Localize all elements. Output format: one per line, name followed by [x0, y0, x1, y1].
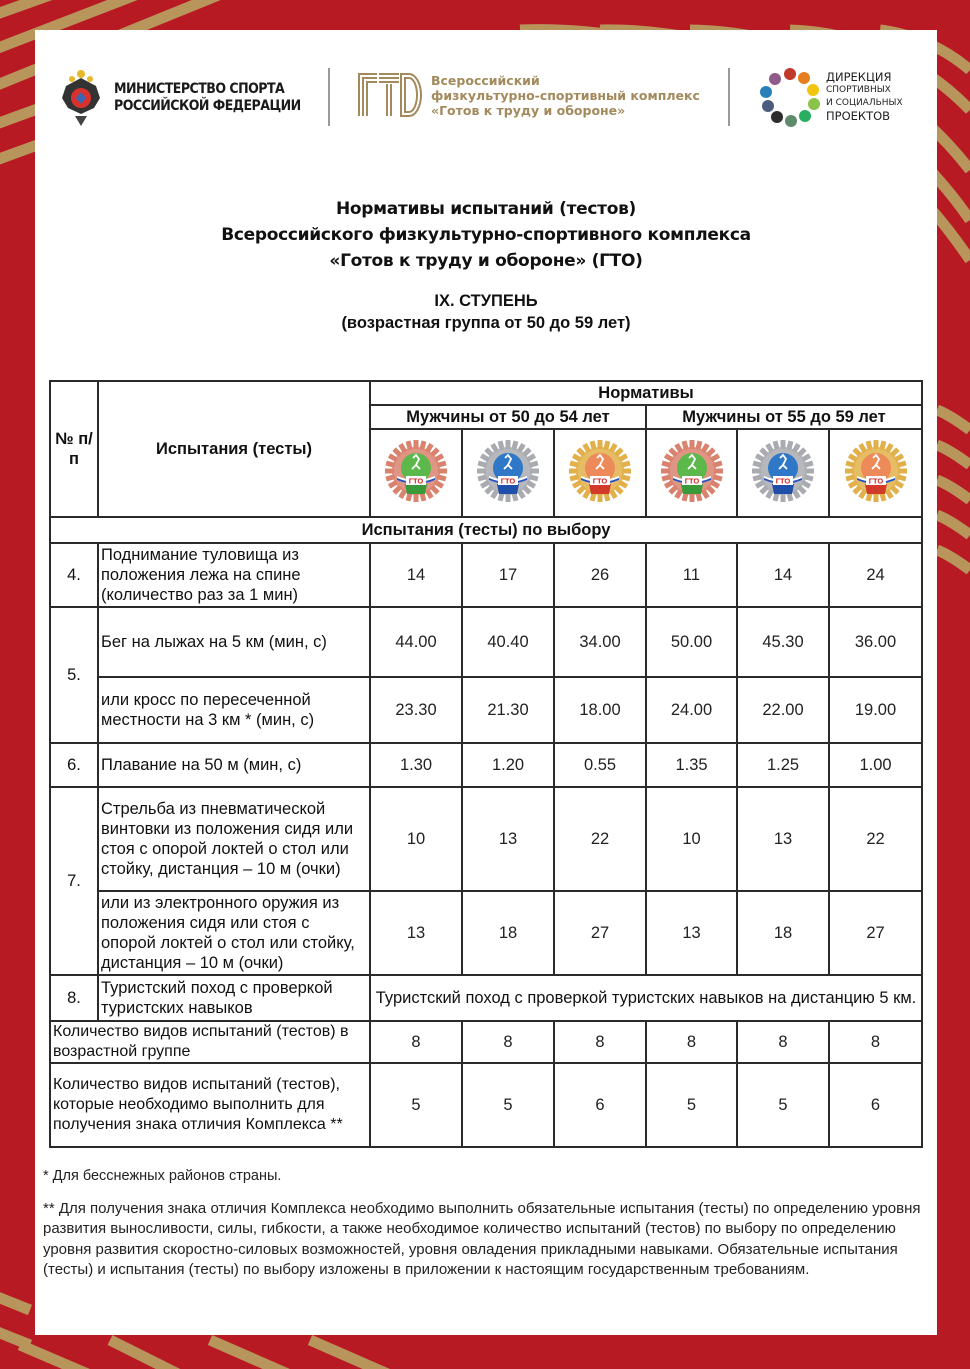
- norm-value: 11: [646, 543, 737, 607]
- norm-value: 22: [829, 787, 922, 891]
- row-number: 6.: [50, 743, 98, 787]
- stage-heading: [35, 290, 937, 334]
- norm-value: 22.00: [737, 677, 829, 743]
- test-name: или кросс по пересеченной местности на 3 км * (мин, с): [98, 677, 370, 743]
- norm-value: 50.00: [646, 607, 737, 677]
- badge-cell-silver: [737, 429, 829, 517]
- norm-value: 1.35: [646, 743, 737, 787]
- col-header-norms: Нормативы: [370, 381, 922, 405]
- norm-value: 17: [462, 543, 554, 607]
- gto-badge-silver-icon: [475, 438, 541, 504]
- svg-text:ГТО: ГТО: [500, 476, 516, 485]
- svg-text:ГТО: ГТО: [408, 476, 424, 485]
- summary-label: Количество видов испытаний (тестов) в возрастной группе: [50, 1021, 370, 1063]
- test-name: Поднимание туловища из положения лежа на спине (количество раз за 1 мин): [98, 543, 370, 607]
- divider: [328, 68, 330, 126]
- norm-value: 23.30: [370, 677, 462, 743]
- document-title: [35, 196, 937, 274]
- gto-badge-bronze-icon: [659, 438, 725, 504]
- norm-value: 19.00: [829, 677, 922, 743]
- row-number: 5.: [50, 607, 98, 743]
- norm-value: 13: [646, 891, 737, 975]
- norm-value: 24: [829, 543, 922, 607]
- badge-cell-bronze: [370, 429, 462, 517]
- gto-logo: [357, 72, 700, 118]
- summary-value: 8: [462, 1021, 554, 1063]
- norm-value: 34.00: [554, 607, 646, 677]
- test-name: Туристский поход с проверкой туристских навыков: [98, 975, 370, 1021]
- ministry-logo: [60, 68, 321, 128]
- norm-value: 24.00: [646, 677, 737, 743]
- stars-wreath-icon: [760, 66, 820, 128]
- norm-value: 27: [554, 891, 646, 975]
- title-line3: «Готов к труду и обороне» (ГТО): [329, 251, 643, 271]
- summary-label: Количество видов испытаний (тестов), которые необходимо выполнить для получения знака отличия Комплекса **: [50, 1063, 370, 1147]
- gto-badge-gold-icon: [843, 438, 909, 504]
- norm-value: 1.20: [462, 743, 554, 787]
- footnote-1: * Для бесснежных районов страны.: [43, 1168, 282, 1184]
- table-row: [50, 607, 922, 677]
- norm-value: 14: [737, 543, 829, 607]
- merged-norm-value: Туристский поход с проверкой туристских навыков на дистанцию 5 км.: [370, 975, 922, 1021]
- norm-value: 27: [829, 891, 922, 975]
- norm-value: 13: [370, 891, 462, 975]
- document-panel: [35, 30, 937, 1335]
- ministry-line1: МИНИСТЕРСТВО СПОРТА: [114, 81, 285, 97]
- norm-value: 18: [462, 891, 554, 975]
- norm-value: 1.00: [829, 743, 922, 787]
- gto-line3: «Готов к труду и обороне»: [431, 102, 626, 118]
- stage-name: IX. СТУПЕНЬ: [434, 292, 538, 310]
- badge-cell-gold: [829, 429, 922, 517]
- summary-value: 8: [737, 1021, 829, 1063]
- norm-value: 40.40: [462, 607, 554, 677]
- norm-value: 44.00: [370, 607, 462, 677]
- badge-cell-gold: [554, 429, 646, 517]
- summary-value: 8: [370, 1021, 462, 1063]
- norm-value: 13: [737, 787, 829, 891]
- norm-value: 1.30: [370, 743, 462, 787]
- header-logos: [35, 60, 937, 140]
- row-number: 8.: [50, 975, 98, 1021]
- norm-value: 10: [646, 787, 737, 891]
- footnote-2: ** Для получения знака отличия Комплекса необходимо выполнить обязательные испытания (тесты) по определению уровня развития выносливости, силы, гибкости, а также необходимое количество испытаний (тестов) по выбору по определению уровня развития скоростно-силовых возможностей, уровня овладения прикладными навыками. Обязательные испытания (тесты) и испытания (тесты) по выбору изложены в приложении к настоящим государственным требованиям.: [43, 1199, 921, 1278]
- summary-row: [50, 1063, 922, 1147]
- summary-row: [50, 1021, 922, 1063]
- norm-value: 10: [370, 787, 462, 891]
- norm-value: 21.30: [462, 677, 554, 743]
- summary-value: 8: [554, 1021, 646, 1063]
- test-name: Плавание на 50 м (мин, с): [98, 743, 370, 787]
- stage-age-group: (возрастная группа от 50 до 59 лет): [341, 314, 631, 332]
- row-number: 7.: [50, 787, 98, 975]
- gto-line1: Всероссийский: [431, 72, 540, 88]
- table-row: [50, 787, 922, 891]
- table-row: [50, 677, 922, 743]
- badge-cell-bronze: [646, 429, 737, 517]
- table-row: [50, 543, 922, 607]
- gto-mark-icon: [357, 72, 423, 118]
- test-name: или из электронного оружия из положения сидя или стоя с опорой локтей о стол или стойку, дистанция – 10 м (очки): [98, 891, 370, 975]
- norm-value: 26: [554, 543, 646, 607]
- summary-value: 8: [829, 1021, 922, 1063]
- norm-value: 0.55: [554, 743, 646, 787]
- title-line2: Всероссийского физкультурно-спортивного комплекса: [221, 225, 751, 245]
- svg-text:ГТО: ГТО: [684, 476, 699, 485]
- test-name: Бег на лыжах на 5 км (мин, с): [98, 607, 370, 677]
- norm-value: 22: [554, 787, 646, 891]
- summary-value: 5: [370, 1063, 462, 1147]
- directorate-logo: [760, 66, 903, 128]
- directorate-line3: И СОЦИАЛЬНЫХ: [826, 98, 903, 108]
- test-name: Стрельба из пневматической винтовки из положения сидя или стоя с опорой локтей о стол или стойку, дистанция – 10 м (очки): [98, 787, 370, 891]
- norm-value: 1.25: [737, 743, 829, 787]
- directorate-line2: СПОРТИВНЫХ: [826, 85, 891, 95]
- norm-value: 18.00: [554, 677, 646, 743]
- ministry-line2: РОССИЙСКОЙ ФЕДЕРАЦИИ: [114, 98, 301, 114]
- svg-text:ГТО: ГТО: [592, 476, 608, 485]
- norm-value: 13: [462, 787, 554, 891]
- title-line1: Нормативы испытаний (тестов): [335, 199, 637, 219]
- group-header-50-54: Мужчины от 50 до 54 лет: [370, 405, 646, 429]
- gto-line2: физкультурно-спортивный комплекс: [431, 87, 700, 103]
- section-header: Испытания (тесты) по выбору: [50, 517, 922, 543]
- col-header-test: Испытания (тесты): [98, 381, 370, 517]
- norm-value: 14: [370, 543, 462, 607]
- norm-value: 18: [737, 891, 829, 975]
- norms-table: [49, 380, 923, 1148]
- summary-value: 5: [646, 1063, 737, 1147]
- summary-value: 6: [554, 1063, 646, 1147]
- coat-of-arms-icon: [60, 68, 102, 128]
- gto-badge-gold-icon: [567, 438, 633, 504]
- table-row: [50, 891, 922, 975]
- svg-text:ГТО: ГТО: [775, 476, 791, 485]
- svg-text:ГТО: ГТО: [868, 476, 883, 485]
- group-header-55-59: Мужчины от 55 до 59 лет: [646, 405, 922, 429]
- summary-value: 5: [462, 1063, 554, 1147]
- badge-cell-silver: [462, 429, 554, 517]
- divider: [728, 68, 730, 126]
- summary-value: 5: [737, 1063, 829, 1147]
- footnotes: [43, 1166, 923, 1281]
- gto-badge-silver-icon: [750, 438, 816, 504]
- row-number: 4.: [50, 543, 98, 607]
- gto-badge-bronze-icon: [383, 438, 449, 504]
- norm-value: 36.00: [829, 607, 922, 677]
- summary-value: 6: [829, 1063, 922, 1147]
- directorate-line1: ДИРЕКЦИЯ: [826, 70, 892, 84]
- directorate-line4: ПРОЕКТОВ: [826, 109, 891, 123]
- col-header-num: № п/п: [50, 381, 98, 517]
- summary-value: 8: [646, 1021, 737, 1063]
- table-row: [50, 743, 922, 787]
- norm-value: 45.30: [737, 607, 829, 677]
- table-row: [50, 975, 922, 1021]
